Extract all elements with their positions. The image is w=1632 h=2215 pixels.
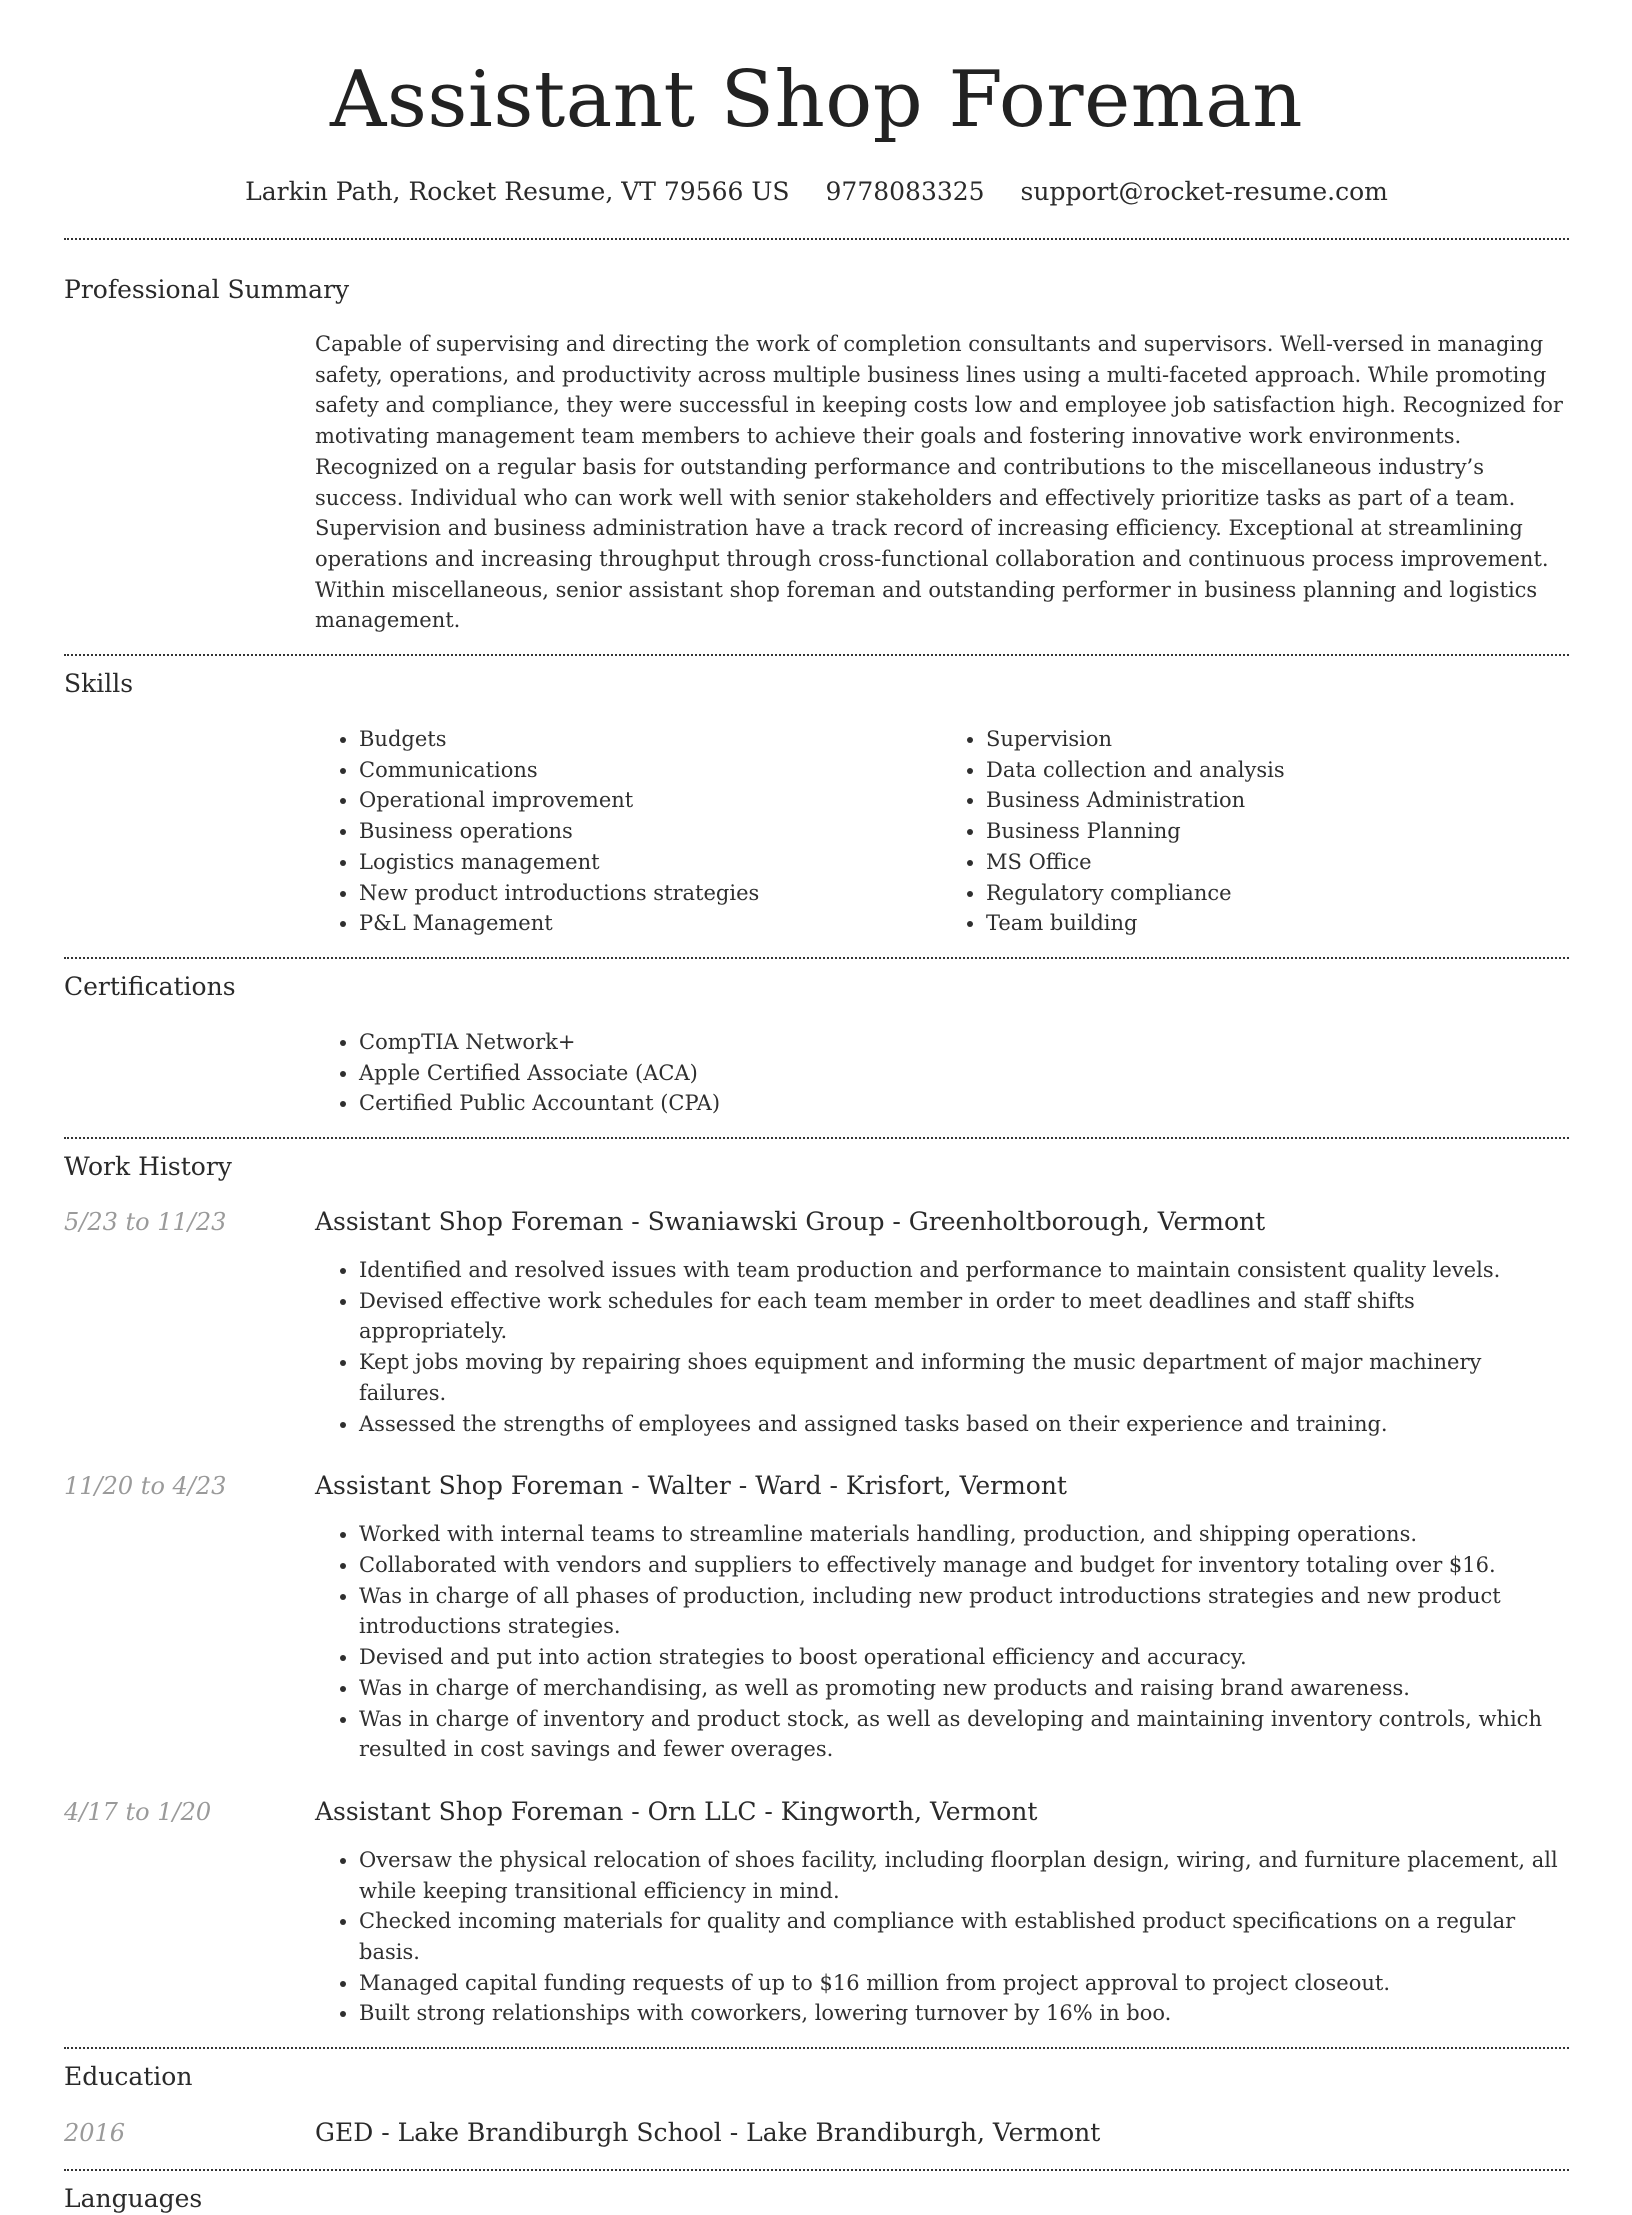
email-text: support@rocket-resume.com — [1020, 177, 1388, 206]
section-title-summary: Professional Summary — [64, 275, 350, 304]
section-title-work: Work History — [64, 1152, 232, 1182]
skill-item: • MS Office — [986, 847, 1569, 878]
skill-item: • Business operations — [359, 816, 942, 847]
section-title-certifications: Certifications — [64, 971, 236, 1001]
job-bullet: • Worked with internal teams to streamline materials handling, production, and shipping operations. — [359, 1519, 1569, 1550]
divider — [64, 2047, 1569, 2049]
section-title-languages: Languages — [64, 2184, 203, 2214]
education-entry — [64, 2117, 1569, 2149]
job-header — [64, 1206, 1569, 1238]
job-body — [315, 1519, 1569, 1765]
education-heading: GED - Lake Brandiburgh School - Lake Brandiburgh, Vermont — [315, 2118, 1101, 2148]
candidate-name: Assistant Shop Foreman — [330, 55, 1303, 145]
job-body — [315, 1845, 1569, 2029]
divider — [64, 1137, 1569, 1139]
skill-item: • New product introductions strategies — [359, 878, 942, 909]
skill-item: • Communications — [359, 755, 942, 786]
education-section — [64, 2061, 1569, 2149]
skill-item: • Regulatory compliance — [986, 878, 1569, 909]
summary-text: Capable of supervising and directing the work of completion consultants and supervisors. Well-versed in managing safety, operations, and productivity across multiple business lines using a multi-faceted approach. While promoting safety and compliance, they were successful in keeping costs low and employee job satisfaction high. Recognized for motivating management team members to achieve their goals and fostering innovative work environments. Recognized on a regular basis for outstanding performance and contributions to the miscellaneous industry’s success. Individual who can work well with senior stakeholders and effectively prioritize tasks as part of a team. Supervision and business administration have a track record of increasing efficiency. Exceptional at streamlining operations and increasing throughput through cross-functional collaboration and continuous process improvement. Within miscellaneous, senior assistant shop foreman and outstanding performer in business planning and logistics management. — [315, 332, 1563, 633]
skills-section — [64, 668, 1569, 939]
certifications-body — [315, 1027, 1569, 1119]
languages-section — [64, 2183, 1569, 2215]
job-heading: Assistant Shop Foreman - Swaniawski Group - Greenholtborough, Vermont — [315, 1207, 1266, 1237]
certification-item: • Certified Public Accountant (CPA) — [359, 1088, 1569, 1119]
job-header — [64, 1796, 1569, 1828]
job-bullets — [315, 1845, 1569, 2029]
certifications-list — [315, 1027, 1569, 1119]
skill-item: • Budgets — [359, 724, 942, 755]
skill-item: • Logistics management — [359, 847, 942, 878]
section-title-education: Education — [64, 2062, 193, 2092]
job-heading: Assistant Shop Foreman - Walter - Ward - Krisfort, Vermont — [315, 1471, 1067, 1501]
skill-item: • P&L Management — [359, 908, 942, 939]
job-bullets — [315, 1519, 1569, 1765]
skill-item: • Supervision — [986, 724, 1569, 755]
skill-item: • Data collection and analysis — [986, 755, 1569, 786]
job-bullet: • Managed capital funding requests of up to $16 million from project approval to project closeout. — [359, 1968, 1569, 1999]
summary-section — [64, 274, 1569, 636]
job-header — [64, 1470, 1569, 1502]
job-dates: 5/23 to 11/23 — [64, 1208, 227, 1237]
job-bullet: • Identified and resolved issues with team production and performance to maintain consistent quality levels. — [359, 1255, 1569, 1286]
job-bullet: • Kept jobs moving by repairing shoes equipment and informing the music department of major machinery failures. — [359, 1347, 1569, 1408]
certifications-section — [64, 971, 1569, 1119]
job-bullets — [315, 1255, 1569, 1439]
job-entry — [64, 1206, 1569, 1439]
job-bullet: • Collaborated with vendors and suppliers to effectively manage and budget for inventory totaling over $16. — [359, 1550, 1569, 1581]
address-text: Larkin Path, Rocket Resume, VT 79566 US — [245, 177, 790, 206]
education-year: 2016 — [64, 2119, 126, 2148]
job-dates: 4/17 to 1/20 — [64, 1797, 212, 1826]
contact-line — [64, 176, 1569, 208]
job-entry — [64, 1796, 1569, 2029]
job-bullet: • Oversaw the physical relocation of shoes facility, including floorplan design, wiring, and furniture placement, all while keeping transitional efficiency in mind. — [359, 1845, 1569, 1906]
divider — [64, 2169, 1569, 2171]
job-body — [315, 1255, 1569, 1439]
skills-list-left — [315, 724, 942, 939]
job-dates: 11/20 to 4/23 — [64, 1472, 227, 1501]
certification-item: • Apple Certified Associate (ACA) — [359, 1058, 1569, 1089]
job-entry — [64, 1470, 1569, 1765]
phone-text: 9778083325 — [825, 177, 985, 206]
skill-item: • Operational improvement — [359, 785, 942, 816]
divider — [64, 654, 1569, 656]
skill-item: • Business Planning — [986, 816, 1569, 847]
job-bullet: • Devised effective work schedules for each team member in order to meet deadlines and staff shifts appropriately. — [359, 1286, 1569, 1347]
section-title-skills: Skills — [64, 669, 134, 699]
work-section — [64, 1151, 1569, 2029]
job-bullet: • Was in charge of merchandising, as well as promoting new products and raising brand awareness. — [359, 1673, 1569, 1704]
skill-item: • Business Administration — [986, 785, 1569, 816]
job-bullet: • Devised and put into action strategies to boost operational efficiency and accuracy. — [359, 1642, 1569, 1673]
job-bullet: • Was in charge of all phases of production, including new product introductions strategies and new product introductions strategies. — [359, 1581, 1569, 1642]
resume-page — [64, 0, 1569, 2215]
job-heading: Assistant Shop Foreman - Orn LLC - Kingworth, Vermont — [315, 1796, 1038, 1826]
job-bullet: • Built strong relationships with coworkers, lowering turnover by 16% in boo. — [359, 1998, 1569, 2029]
divider — [64, 957, 1569, 959]
certification-item: • CompTIA Network+ — [359, 1027, 1569, 1058]
skills-list-right — [942, 724, 1569, 939]
divider — [64, 238, 1569, 240]
job-bullet: • Assessed the strengths of employees and assigned tasks based on their experience and training. — [359, 1409, 1569, 1440]
job-bullet: • Was in charge of inventory and product stock, as well as developing and maintaining inventory controls, which resulted in cost savings and fewer overages. — [359, 1704, 1569, 1765]
skill-item: • Team building — [986, 908, 1569, 939]
skills-grid — [315, 724, 1569, 939]
job-bullet: • Checked incoming materials for quality and compliance with established product specifications on a regular basis. — [359, 1906, 1569, 1967]
